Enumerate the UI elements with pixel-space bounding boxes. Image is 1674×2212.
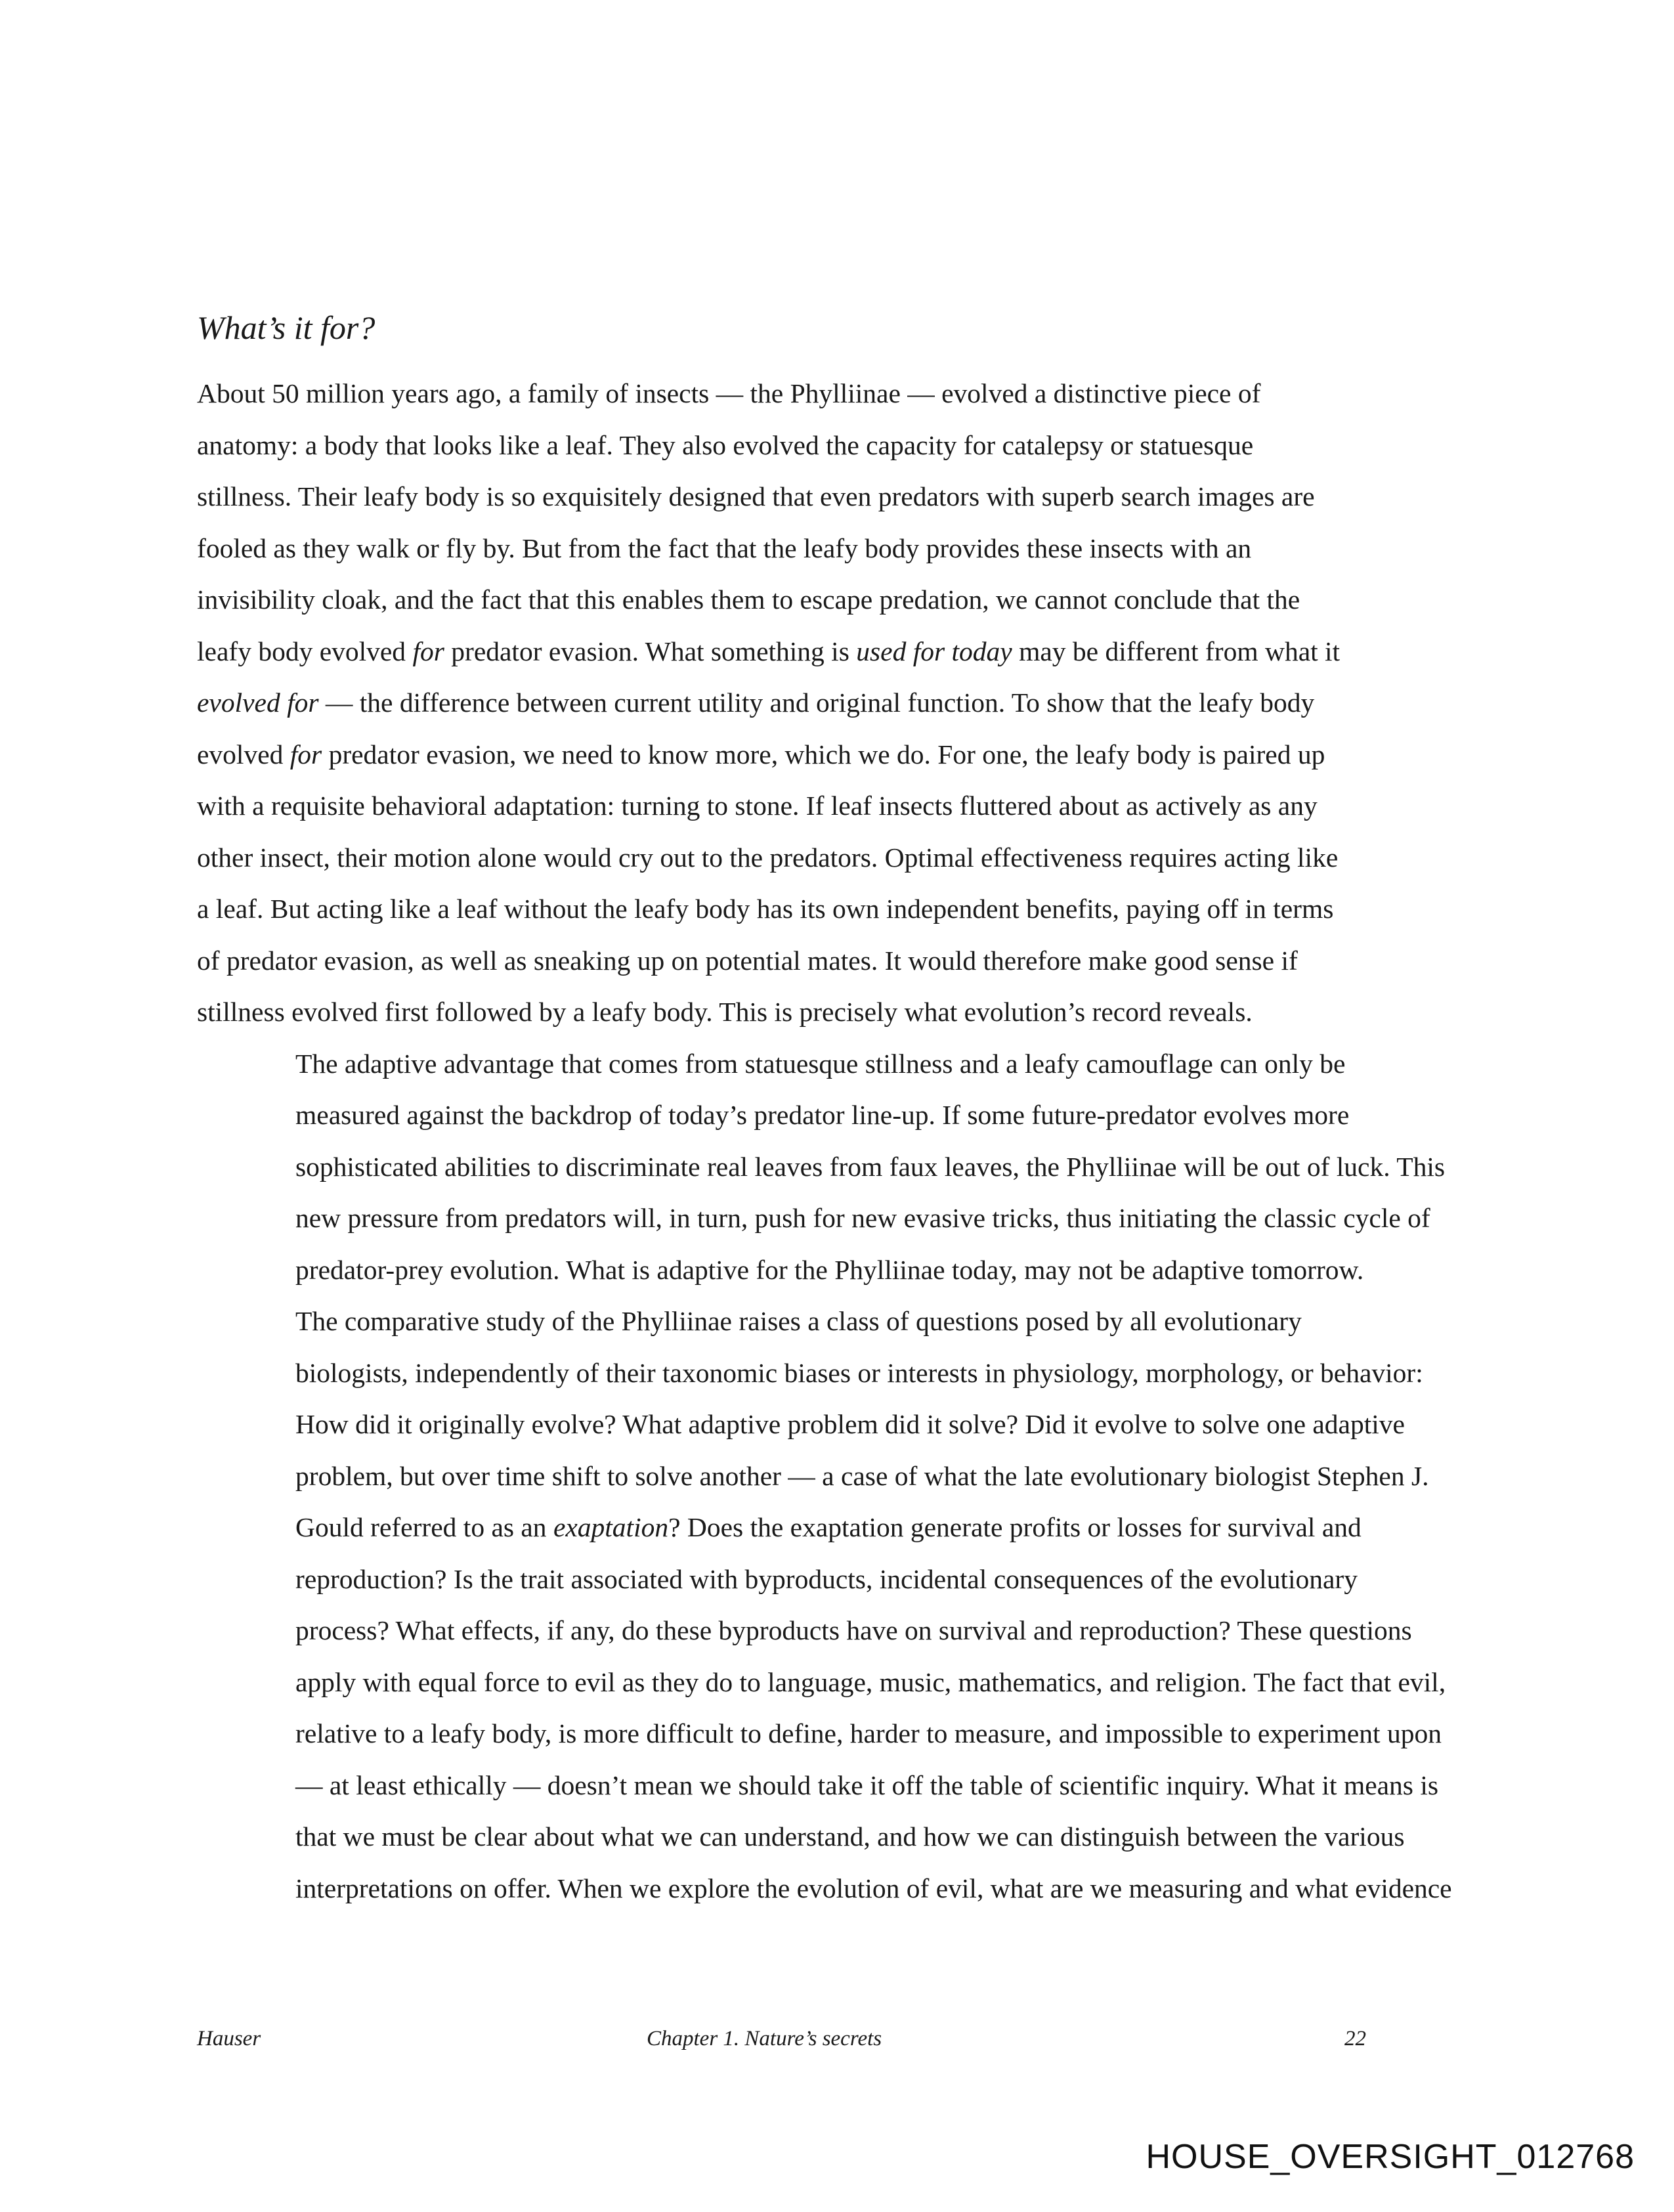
body-text [197,368,1477,1914]
text-line: stillness evolved first followed by a leafy body. This is precisely what evolution’s record reveals. [197,997,1253,1027]
text-line: evolved for predator evasion, we need to know more, which we do. For one, the leafy body is paired up [197,739,1325,770]
text-line: interpretations on offer. When we explore the evolution of evil, what are we measuring and what evidence [295,1873,1452,1903]
paragraph [197,1038,1477,1296]
text-line: with a requisite behavioral adaptation: turning to stone. If leaf insects fluttered about as actively as any [197,791,1318,821]
text-line: measured against the backdrop of today’s predator line-up. If some future-predator evolves more [295,1100,1350,1130]
text-line: of predator evasion, as well as sneaking up on potential mates. It would therefore make good sense if [197,945,1298,976]
paragraph [197,368,1477,1038]
text-line: biologists, independently of their taxonomic biases or interests in physiology, morphology, or behavior: [295,1357,1423,1388]
text-line: The comparative study of the Phylliinae raises a class of questions posed by all evolutionary [295,1306,1302,1336]
text-line: leafy body evolved for predator evasion. What something is used for today may be different from what it [197,636,1341,666]
text-line: invisibility cloak, and the fact that this enables them to escape predation, we cannot conclude that the [197,584,1300,615]
text-line: fooled as they walk or fly by. But from the fact that the leafy body provides these insects with an [197,532,1252,563]
text-line: evolved for — the difference between current utility and original function. To show that the leafy body [197,687,1315,718]
section-heading: What’s it for? [197,309,376,346]
text-line: new pressure from predators will, in turn, push for new evasive tricks, thus initiating the classic cycle of [295,1203,1430,1233]
text-line: problem, but over time shift to solve another — a case of what the late evolutionary biologist Stephen J. [295,1460,1429,1491]
text-line: other insect, their motion alone would cry out to the predators. Optimal effectiveness requires acting like [197,842,1339,873]
text-line: sophisticated abilities to discriminate real leaves from faux leaves, the Phylliinae will be out of luck. This [295,1151,1446,1182]
text-line: relative to a leafy body, is more difficult to define, harder to measure, and impossible to experiment upon [295,1718,1442,1748]
text-line: reproduction? Is the trait associated with byproducts, incidental consequences of the evolutionary [295,1563,1358,1594]
italic-term: for [290,739,322,770]
text-line: The adaptive advantage that comes from statuesque stillness and a leafy camouflage can only be [295,1048,1346,1079]
text-line: How did it originally evolve? What adaptive problem did it solve? Did it evolve to solve one adaptive [295,1409,1405,1439]
text-line: About 50 million years ago, a family of insects — the Phylliinae — evolved a distinctive piece of [197,378,1261,408]
italic-term: for [412,636,444,666]
text-line: apply with equal force to evil as they do to language, music, mathematics, and religion. The fact that evil, [295,1666,1446,1697]
footer-chapter: Chapter 1. Nature’s secrets [647,2027,882,2050]
paragraph [197,1295,1477,1914]
text-line: Gould referred to as an exaptation? Does the exaptation generate profits or losses for survival and [295,1512,1362,1542]
text-line: process? What effects, if any, do these byproducts have on survival and reproduction? These questions [295,1615,1412,1645]
bates-stamp: HOUSE_OVERSIGHT_012768 [1146,2138,1635,2176]
text-line: predator-prey evolution. What is adaptive for the Phylliinae today, may not be adaptive tomorrow. [295,1254,1364,1285]
text-line: anatomy: a body that looks like a leaf. They also evolved the capacity for catalepsy or statuesque [197,429,1254,460]
text-line: that we must be clear about what we can understand, and how we can distinguish between the various [295,1821,1405,1852]
text-line: — at least ethically — doesn’t mean we should take it off the table of scientific inquiry. What it means is [295,1769,1439,1800]
text-line: a leaf. But acting like a leaf without the leafy body has its own independent benefits, paying off in terms [197,894,1334,924]
italic-term: used for today [856,636,1012,666]
text-line: stillness. Their leafy body is so exquisitely designed that even predators with superb search images are [197,481,1315,511]
italic-term: exaptation [553,1512,669,1542]
footer-page-number: 22 [1344,2027,1366,2050]
italic-term: evolved for [197,687,319,718]
footer-author: Hauser [197,2027,261,2050]
